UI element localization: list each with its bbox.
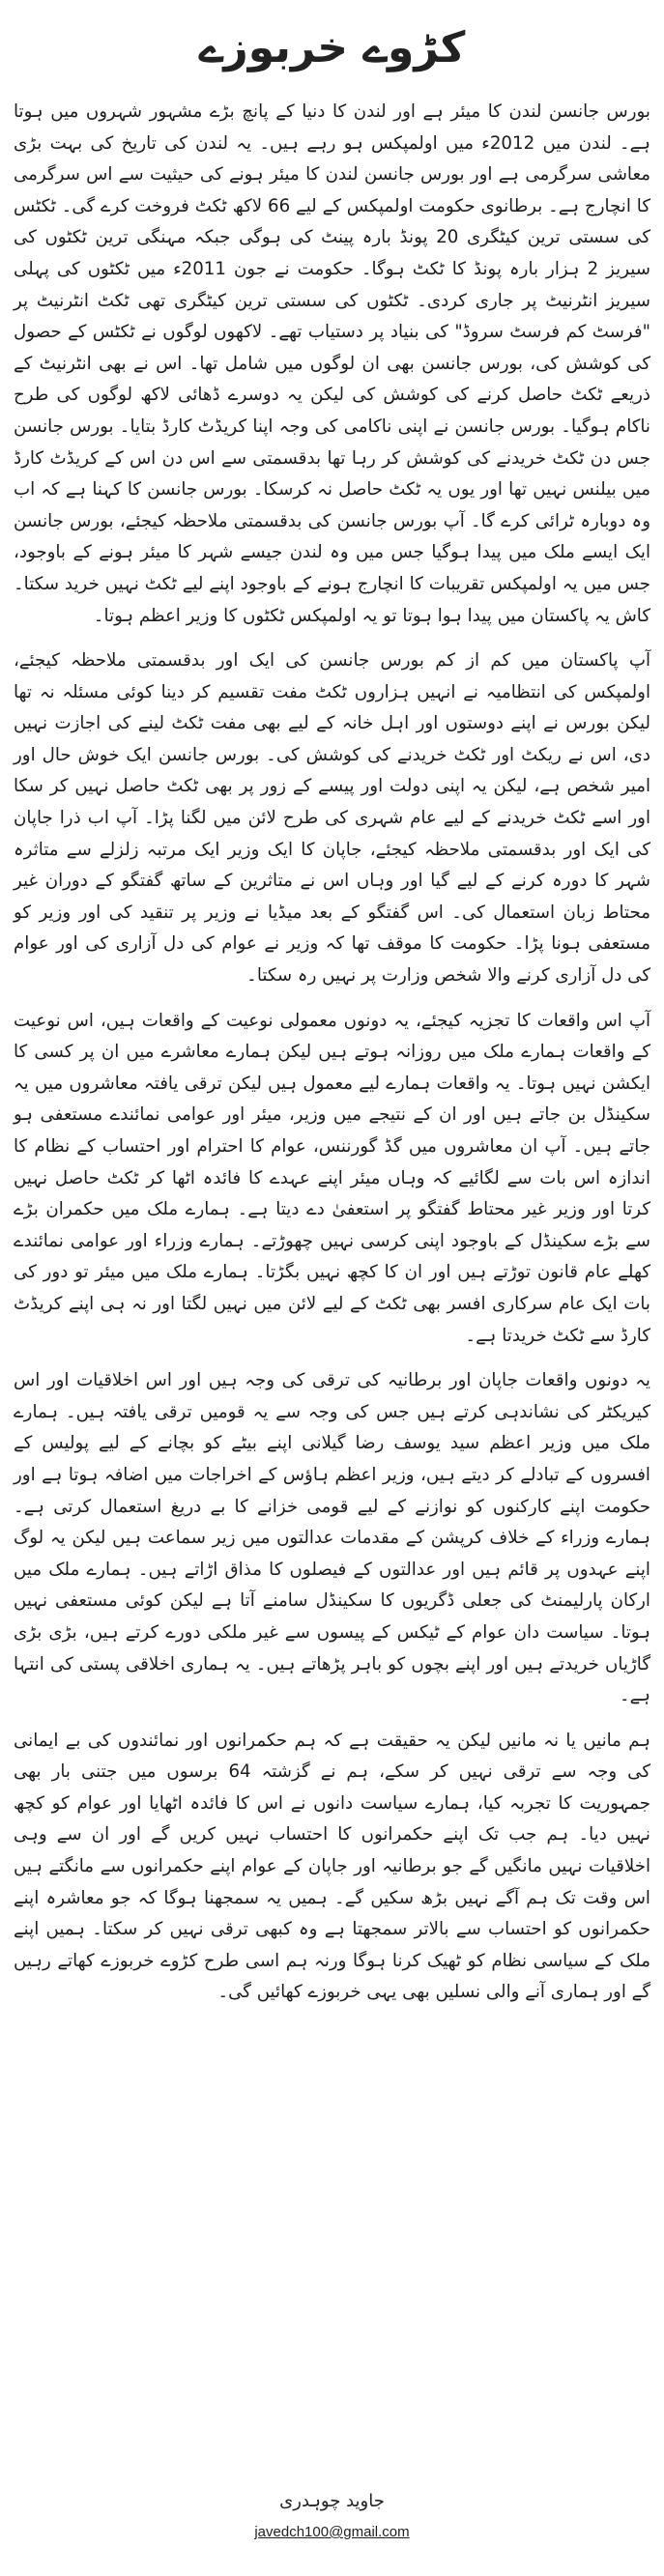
article-paragraph: یہ دونوں واقعات جاپان اور برطانیہ کی ترقی کی وجہ ہیں اور اس اخلاقیات اور اس کیریکٹر کی نشاندہی کرتے ہیں جس کی وجہ سے یہ قومیں ترقی یافتہ ہیں۔ ہمارے ملک میں وزیر اعظم سید یوسف رضا گیلانی اپنے بیٹے کو بچانے کے لیے پولیس کے افسروں کے تبادلے کر دیتے ہیں، وزیر اعظم ہاؤس کے اخراجات میں اضافہ ہوتا ہے اور حکومت اپنے کارکنوں کو نوازنے کے لیے قومی خزانے کا بے دریغ استعمال کرتی ہے۔ ہمارے وزراء کے خلاف کرپشن کے مقدمات عدالتوں میں زیر سماعت ہیں لیکن یہ لوگ اپنے عہدوں پر قائم ہیں اور عدالتوں کے فیصلوں کا مذاق اڑاتے ہیں۔ ہمارے ملک میں ارکان پارلیمنٹ کی جعلی ڈگریوں کا سکینڈل سامنے آتا ہے لیکن کوئی مستعفی نہیں ہوتا۔ سیاست دان عوام کے ٹیکس کے پیسوں سے غیر ملکی دورے کرتے ہیں، بڑی بڑی گاڑیاں خریدتے ہیں اور اپنے بچوں کو باہر پڑھاتے ہیں۔ یہ ہماری اخلاقی پستی کی انتہا ہے۔ <box>14 1370 650 1706</box>
article-paragraph: ہم مانیں یا نہ مانیں لیکن یہ حقیقت ہے کہ ہم حکمرانوں اور نمائندوں کی بے ایمانی کی وجہ سے ترقی نہیں کر سکے، ہم نے گزشتہ 64 برسوں میں جتنی بار بھی جمہوریت کا تجربہ کیا، ہمارے سیاست دانوں نے اس کا فائدہ اٹھایا اور عوام کو کچھ نہیں دیا۔ ہم جب تک اپنے حکمرانوں کا احتساب نہیں کریں گے اور ان سے وہی اخلاقیات نہیں مانگیں گے جو برطانیہ اور جاپان کے عوام اپنے حکمرانوں سے مانگتے ہیں اس وقت تک ہم آگے نہیں بڑھ سکیں گے۔ ہمیں یہ سمجھنا ہوگا کہ جو معاشرہ اپنے حکمرانوں کو احتساب سے بالاتر سمجھتا ہے وہ کبھی ترقی نہیں کر سکتا۔ ہمیں اپنے ملک کے سیاسی نظام کو ٹھیک کرنا ہوگا ورنہ ہم اسی طرح کڑوے خربوزے کھاتے رہیں گے اور ہماری آنے والی نسلیں بھی یہی خربوزے کھائیں گی۔ <box>14 1730 650 2003</box>
article-paragraph: آپ اس واقعات کا تجزیہ کیجئے، یہ دونوں معمولی نوعیت کے واقعات ہیں، اس نوعیت کے واقعات ہمارے ملک میں روزانہ ہوتے ہیں لیکن ہمارے معاشرے میں ان پر کسی کا ایکشن نہیں ہوتا۔ یہ واقعات ہمارے لیے معمول ہیں لیکن ترقی یافتہ معاشروں میں یہ سکینڈل بن جاتے ہیں اور ان کے نتیجے میں وزیر، میئر اور عوامی نمائندے مستعفی ہو جاتے ہیں۔ آپ ان معاشروں میں گڈ گورننس، عوام کا احترام اور احتساب کے نظام کا اندازہ اس بات سے لگائیے کہ وہاں میئر اپنے عہدے کا فائدہ اٹھا کر ٹکٹ حاصل نہیں کرتا اور وزیر غیر محتاط گفتگو پر استعفیٰ دے دیتا ہے۔ ہمارے ملک میں حکمران بڑے سے بڑے سکینڈل کے باوجود اپنی کرسی نہیں چھوڑتے۔ ہمارے وزراء اور عوامی نمائندے کھلے عام قانون توڑتے ہیں اور ان کا کچھ نہیں بگڑتا۔ ہمارے ملک میں میئر تو دور کی بات ایک عام سرکاری افسر بھی ٹکٹ کے لیے لائن میں نہیں لگتا اور نہ ہی اپنے کریڈٹ کارڈ سے ٹکٹ خریدتا ہے۔ <box>14 1010 650 1346</box>
article-title: کڑوے خربوزے <box>198 23 466 72</box>
article-body <box>14 97 650 2022</box>
author-email[interactable]: javedch100@gmail.com <box>254 2524 410 2540</box>
author-name: جاوید چوہدری <box>279 2491 385 2511</box>
article-paragraph: آپ پاکستان میں کم از کم بورس جانسن کی ایک اور بدقسمتی ملاحظہ کیجئے، اولمپکس کی انتظامیہ نے انہیں ہزاروں ٹکٹ مفت تقسیم کر دینا کوئی مسئلہ نہ تھا لیکن بورس نے اپنے دوستوں اور اہل خانہ کے لیے بھی مفت ٹکٹ لینے کی اجازت نہیں دی، اس نے ریکٹ اور ٹکٹ خریدنے کی کوشش کی۔ بورس جانسن ایک خوش حال اور امیر شخص ہے، لیکن یہ اپنی دولت اور پیسے کے زور پر بھی ٹکٹ حاصل نہیں کر سکا اور اسے ٹکٹ خریدنے کے لیے عام شہری کی طرح لائن میں لگنا پڑا۔ آپ اب ذرا جاپان کی ایک اور بدقسمتی ملاحظہ کیجئے، جاپان کا ایک وزیر ایک مرتبہ زلزلے سے متاثرہ شہر کا دورہ کرنے کے لیے گیا اور وہاں اس نے متاثرین کے ساتھ گفتگو کے دوران غیر محتاط زبان استعمال کی۔ اس گفتگو کے بعد میڈیا نے وزیر پر تنقید کی اور وزیر کو مستعفی ہونا پڑا۔ حکومت کا موقف تھا کہ وزیر نے عوام کی دل آزاری کی اور عوام کی دل آزاری کرنے والا شخص وزارت پر نہیں رہ سکتا۔ <box>14 650 650 987</box>
article-paragraph: بورس جانسن لندن کا میئر ہے اور لندن کا دنیا کے پانچ بڑے مشہور شہروں میں ہوتا ہے۔ لندن میں 2012ء میں اولمپکس ہو رہے ہیں۔ یہ لندن کی تاریخ کی بہت بڑی معاشی سرگرمی ہے اور بورس جانسن لندن کا میئر ہونے کی حیثیت سے اس سرگرمی کا انچارج ہے۔ برطانوی حکومت اولمپکس کے لیے 66 لاکھ ٹکٹ فروخت کرے گی۔ ٹکٹس کی سستی ترین کیٹگری 20 پونڈ بارہ پینٹ کی ہوگی جبکہ مہنگی ترین ٹکٹوں کی سیریز 2 ہزار بارہ پونڈ کا ٹکٹ ہوگا۔ حکومت نے جون 2011ء میں ٹکٹوں کی پہلی سیریز انٹرنیٹ پر جاری کردی۔ ٹکٹوں کی سستی ترین کیٹگری تھی ٹکٹ انٹرنیٹ پر "فرسٹ کم فرسٹ سروڈ" کی بنیاد پر دستیاب تھے۔ لاکھوں لوگوں نے ٹکٹس کے حصول کی کوشش کی، بورس جانسن بھی ان لوگوں میں شامل تھا۔ اس نے بھی انٹرنیٹ کے ذریعے ٹکٹ حاصل کرنے کی کوشش کی لیکن یہ دوسرے ڈھائی لاکھ لوگوں کی طرح ناکام ہوگیا۔ بورس جانسن نے اپنی ناکامی کی وجہ اپنا کریڈٹ کارڈ بتایا۔ بورس جانسن جس دن ٹکٹ خریدنے کی کوشش کر رہا تھا بدقسمتی سے اس دن اس کے کریڈٹ کارڈ میں بیلنس نہیں تھا اور یوں یہ ٹکٹ حاصل نہ کرسکا۔ بورس جانسن کا کہنا ہے کہ اب وہ دوبارہ ٹرائی کرے گا۔ آپ بورس جانسن کی بدقسمتی ملاحظہ کیجئے، بورس جانسن ایک ایسے ملک میں پیدا ہوگیا جس میں وہ لندن جیسے شہر کا میئر ہونے کے باوجود، جس میں یہ اولمپکس تقریبات کا انچارج ہونے کے باوجود اپنے لیے ٹکٹ نہیں خرید سکتا۔ کاش یہ پاکستان میں پیدا ہوا ہوتا تو یہ اولمپکس ٹکٹوں کا وزیر اعظم ہوتا۔ <box>14 101 650 626</box>
author-email-wrap <box>0 2524 664 2540</box>
title-container <box>0 19 664 87</box>
